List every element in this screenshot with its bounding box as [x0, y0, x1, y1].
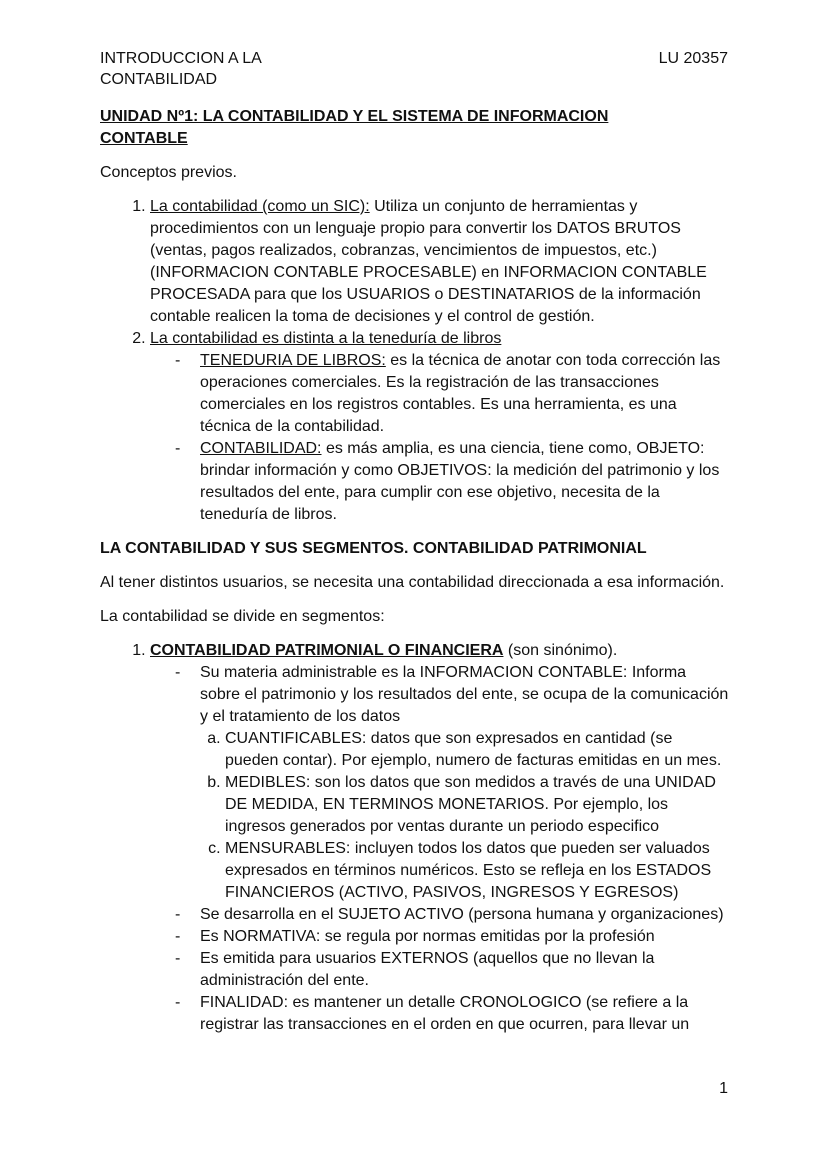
unit-title-line2: CONTABLE — [100, 130, 188, 147]
segments-list — [100, 640, 730, 1036]
course-title-line2: CONTABILIDAD — [100, 71, 218, 88]
document-body — [100, 106, 730, 1048]
item-label: La contabilidad es distinta a la teneduría de libros — [150, 330, 502, 347]
item-label: CONTABILIDAD PATRIMONIAL O FINANCIERA — [150, 642, 504, 659]
item-text: (son sinónimo). — [503, 642, 618, 659]
list-item: c. MENSURABLES: incluyen todos los datos que pueden ser valuados expresados en términos numéricos. Esto se refleja en los ESTADOS FINANCIEROS (ACTIVO, PASIVOS, INGRESOS Y EGRESOS) — [225, 838, 730, 904]
sub-list — [150, 662, 730, 1036]
item-label: La contabilidad (como un SIC): — [150, 198, 370, 215]
item-text: Su materia administrable es la INFORMACION CONTABLE: Informa sobre el patrimonio y los resultados del ente, se ocupa de la comunicación y el tratamiento de los datos — [200, 664, 729, 725]
sub-list — [150, 350, 730, 526]
item-text: Utiliza un conjunto de herramientas y procedimientos con un lenguaje propio para convertir los DATOS BRUTOS (ventas, pagos realizados, cobranzas, vencimientos de impuestos, etc.) (INFORMACION CONTABLE PROCESABLE) en INFORMACION CONTABLE PROCESADA para que los USUARIOS o DESTINATARIOS de la información contable realicen la toma de decisiones y el control de gestión. — [150, 198, 707, 325]
alpha-list — [200, 728, 730, 904]
item-text: es más amplia, es una ciencia, tiene como, OBJETO: brindar información y como OBJETIVOS: la medición del patrimonio y los resultados del ente, para cumplir con ese objetivo, necesita de la teneduría de libros. — [200, 440, 720, 523]
list-item — [175, 350, 730, 438]
list-item: b. MEDIBLES: son los datos que son medidos a través de una UNIDAD DE MEDIDA, EN TERMINOS MONETARIOS. Por ejemplo, los ingresos generados por ventas durante un periodo especifico — [225, 772, 730, 838]
list-item: - Es NORMATIVA: se regula por normas emitidas por la profesión — [175, 926, 730, 948]
paragraph: Al tener distintos usuarios, se necesita una contabilidad direccionada a esa información. — [100, 574, 725, 591]
course-title-line1: INTRODUCCION A LA — [100, 50, 262, 67]
list-item — [175, 662, 730, 904]
list-item — [175, 438, 730, 526]
item-label: TENEDURIA DE LIBROS: — [200, 352, 386, 369]
list-item — [150, 328, 730, 526]
student-id: LU 20357 — [658, 50, 728, 67]
paragraph: La contabilidad se divide en segmentos: — [100, 608, 385, 625]
page-number: 1 — [719, 1080, 728, 1097]
list-item: - FINALIDAD: es mantener un detalle CRONOLOGICO (se refiere a la registrar las transacciones en el orden en que ocurren, para llevar un — [175, 992, 730, 1036]
intro-paragraph: Conceptos previos. — [100, 164, 237, 181]
concepts-list — [100, 196, 730, 526]
unit-title — [100, 106, 730, 150]
item-text: es la técnica de anotar con toda corrección las operaciones comerciales. Es la registración de las transacciones comerciales en los registros contables. Es una herramienta, es una técnica de la contabilidad. — [200, 352, 721, 435]
section-heading: LA CONTABILIDAD Y SUS SEGMENTOS. CONTABILIDAD PATRIMONIAL — [100, 540, 647, 557]
list-item: - Es emitida para usuarios EXTERNOS (aquellos que no llevan la administración del ente. — [175, 948, 730, 992]
item-label: CONTABILIDAD: — [200, 440, 322, 457]
list-item: - Se desarrolla en el SUJETO ACTIVO (persona humana y organizaciones) — [175, 904, 730, 926]
course-title — [100, 48, 262, 90]
unit-title-line1: UNIDAD Nº1: LA CONTABILIDAD Y EL SISTEMA DE INFORMACION — [100, 108, 609, 125]
list-item — [150, 196, 730, 328]
list-item — [150, 640, 730, 1036]
list-item: a. CUANTIFICABLES: datos que son expresados en cantidad (se pueden contar). Por ejemplo, numero de facturas emitidas en un mes. — [225, 728, 730, 772]
